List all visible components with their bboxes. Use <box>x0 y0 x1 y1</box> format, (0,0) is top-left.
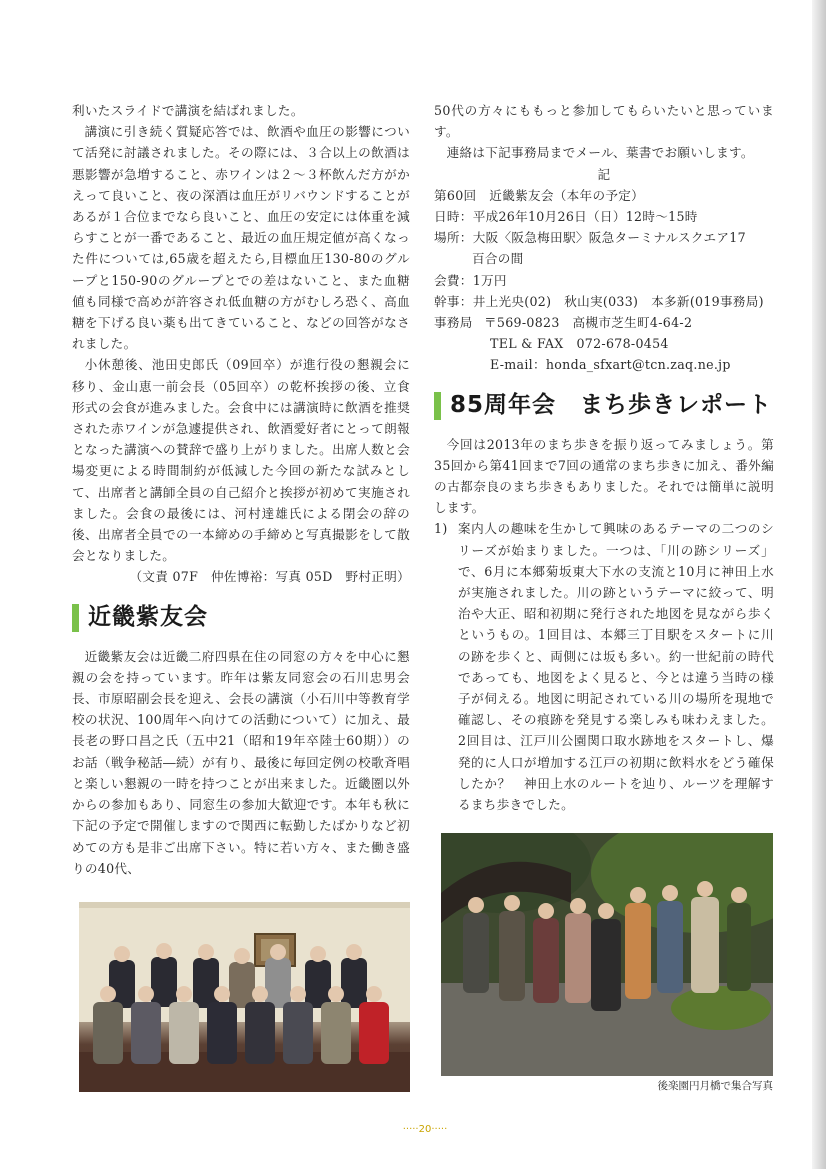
event-date-row <box>434 206 774 227</box>
event-office-phone: TEL & FAX 072-678-0454 <box>490 336 669 352</box>
event-organizers-row <box>434 291 774 312</box>
event-date: 平成26年10月26日（日）12時～15時 <box>472 209 698 225</box>
section-title-85th: 85周年会 まち歩きレポート <box>450 392 773 419</box>
continued-text: 50代の方々にももっと参加してもらいたいと思っています。 <box>434 103 774 140</box>
right-column <box>434 100 774 815</box>
walk-intro: 今回は2013年のまち歩きを振り返ってみましょう。第35回から第41回まで7回の通常のまち歩きに加え、番外編の古都奈良のまち歩きもありました。それでは簡単に説明します。 <box>434 436 774 516</box>
list-item-number: 1) <box>434 521 448 537</box>
event-place-label: 場所： <box>434 230 473 246</box>
event-organizers-label: 幹事： <box>434 293 473 309</box>
list-item-text: 案内人の趣味を生かして興味のあるテーマの二つのシリーズが始まりました。一つは、「川の跡シリーズ」で、6月に本郷菊坂東大下水の支流と10月に神田上水が実施されました。川の跡というテーマに絞って、明治や大正、昭和初期に発行された地図を見ながら歩くというもの。1回目は、本郷三丁目駅をスタートに川の跡を歩くと、両側には坂も多い。約一世紀前の時代であっても、地図をよく見ると、今とは違う当時の様子が伺える。地図に明記されている川の場所を現地で確認し、その痕跡を発見する楽しみも味わえました。2回目は、江戸川公園関口取水跡地をスタートし、爆発的に人口が増加する江戸の初期に飲料水をどう確保したか？ 神田上水のルートを辿り、ルーツを理解するまち歩きでした。 <box>458 521 774 813</box>
group-photo-korakuen-image <box>441 833 773 1076</box>
event-organizers: 井上光央(02) 秋山実(033) 本多新(019事務局) <box>472 293 764 309</box>
event-info <box>434 185 774 376</box>
section-heading-85th <box>434 392 774 420</box>
contact-text: 連絡は下記事務局までメール、葉書でお願いします。 <box>446 145 754 161</box>
article-credit: （文責 07F 仲佐博裕：写真 05D 野村正明） <box>129 569 410 585</box>
section-title-kinki: 近畿紫友会 <box>88 604 208 631</box>
event-fee: 1万円 <box>472 272 507 288</box>
event-office-address: 〒569-0823 高槻市芝生町4-64-2 <box>484 315 693 331</box>
event-office-label: 事務局 <box>434 315 473 331</box>
left-column <box>72 100 410 879</box>
ki-mark: 記 <box>597 166 611 182</box>
list-item <box>434 518 774 815</box>
event-name: 第60回 近畿紫友会（本年の予定） <box>434 187 645 203</box>
group-photo-korakuen <box>441 833 773 1076</box>
intro-paragraph-1: 利いたスライドで講演を結ばれました。 <box>72 103 304 118</box>
photo-caption: 後楽園円月橋で集合写真 <box>657 1080 773 1092</box>
event-place-room: 百合の間 <box>472 251 524 267</box>
event-place: 大阪〈阪急梅田駅〉阪急ターミナルスクエア17 <box>472 230 746 246</box>
event-date-label: 日時： <box>434 209 473 225</box>
event-office-row <box>434 312 774 333</box>
kinki-body: 近畿紫友会は近畿二府四県在住の同窓の方々を中心に懇親の会を持っています。昨年は紫友同窓会の石川忠男会長、市原昭副会長を迎え、会長の講演（小石川中等教育学校の状況、100周年へ向けての活動について）に加え、最長老の野口昌之氏（五中21（昭和19年卒陸士60期））のお話（戦争秘話―続）が有り、最後に毎回定例の校歌斉唱と楽しい懇親の一時を持つことが出来ました。近畿圏以外からの参加もあり、同窓生の参加大歓迎です。本年も秋に下記の予定で開催しますので関西に転勤したばかりなど初めての方も是非ご出席下さい。特に若い方々、また働き盛りの40代、 <box>72 648 410 876</box>
group-photo-kinki-image <box>79 902 410 1092</box>
intro-paragraph-2: 講演に引き続く質疑応答では、飲酒や血圧の影響について活発に討議されました。その際には、３合以上の飲酒は悪影響が急増すること、赤ワインは２～３杯飲んだ方がかえって良いこと、夜の深酒は血圧がリバウンドすることがあるが１合位までなら良いこと、血圧の安定には体重を減らすことが一番であること、最近の血圧規定値が高くなった件については,65歳を超えたら,目標血圧130-80のグループと150-90のグループとでの差はないこと、また血糖値も同様で高めが許容され低血糖の方がむしろ恐く、高血糖を下げる良い薬も出てきていること、などの回答がなされました。 <box>72 124 410 352</box>
section-heading-kinki <box>72 604 410 632</box>
event-office-email: E-mail：honda_sfxart@tcn.zaq.ne.jp <box>490 357 731 373</box>
group-photo-kinki <box>79 902 410 1092</box>
heading-accent-bar <box>434 392 441 420</box>
event-fee-row <box>434 270 774 291</box>
page-edge <box>812 0 826 1169</box>
page-number: ·····20····· <box>402 1124 448 1135</box>
intro-paragraph-3: 小休憩後、池田史郎氏（09回卒）が進行役の懇親会に移り、金山恵一前会長（05回卒）の乾杯挨拶の後、立食形式の会食が進みました。会食中には講演時に飲酒を推奨された赤ワインが急遽提供され、飲酒愛好者にとって朗報となった講演への賛辞で盛り上がりました。出席人数と会場変更による時間制約が低減した今回の新たな試みとして、出席者と講師全員の自己紹介と挨拶が初めて実施されました。会食の最後には、河村達雄氏による閉会の辞の後、出席者全員での一本締めの手締めと写真撮影をして散会となりました。 <box>72 357 410 564</box>
event-fee-label: 会費： <box>434 272 473 288</box>
event-place-row <box>434 227 774 248</box>
page-number-value: 20 <box>418 1124 432 1135</box>
heading-accent-bar <box>72 604 79 632</box>
